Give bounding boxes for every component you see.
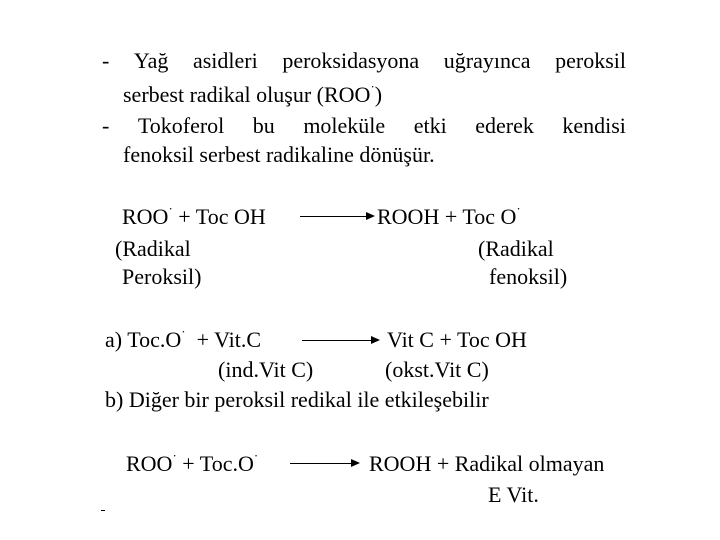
reaction1-label-left-1: (Radikal: [115, 236, 191, 261]
reaction1-arrow: [300, 216, 373, 217]
reaction1-label-right-1: (Radikal: [478, 236, 554, 261]
reaction3-arrow: [290, 463, 358, 464]
stray-dash-mark: [101, 510, 105, 511]
intro-word: peroksidasyona: [282, 48, 420, 73]
intro-line-2-close: ): [374, 82, 383, 107]
reaction1-reactant-a: ROO: [122, 204, 169, 229]
reaction3-product-line-1: ROOH + Radikal olmayan: [369, 451, 605, 476]
reaction3-reactants: [126, 448, 259, 477]
intro-word: bu: [252, 113, 275, 138]
radical-dot: ·: [370, 79, 375, 94]
intro-word: ederek: [475, 113, 534, 138]
intro-word: kendisi: [562, 113, 626, 138]
intro-word: asidleri: [192, 48, 258, 73]
intro-word: uğrayınca: [443, 48, 531, 73]
intro-word: Tokoferol: [137, 113, 225, 138]
intro-line-4: fenoksil serbest radikaline dönüşür.: [123, 142, 435, 167]
reaction3-statement: b) Diğer bir peroksil redikal ile etkileşebilir: [105, 387, 489, 412]
radical-dot: ·: [181, 324, 186, 339]
radical-dot: ·: [168, 201, 173, 216]
reaction3-reactant-b: + Toc.O: [182, 451, 254, 476]
reaction2-product: Vit C + Toc OH: [387, 327, 527, 352]
intro-line-3: [102, 113, 626, 139]
radical-dot: ·: [516, 201, 521, 216]
reaction2-prefix: a) Toc.O: [105, 327, 182, 352]
reaction1-products: [377, 201, 521, 230]
intro-dash-2: -: [102, 113, 110, 138]
radical-dot: ·: [172, 448, 177, 463]
reaction1-label-left-2: Peroksil): [122, 264, 202, 289]
reaction2-label-right: (okst.Vit C): [385, 357, 489, 382]
intro-word: moleküle: [303, 113, 386, 138]
intro-line-2-text: serbest radikal oluşur (ROO: [123, 82, 371, 107]
intro-word: peroksil: [555, 48, 626, 73]
reaction3-reactant-a: ROO: [126, 451, 173, 476]
reaction1-label-right-2: fenoksil): [489, 264, 568, 289]
intro-line-2: [123, 79, 383, 108]
reaction3-product-line-2: E Vit.: [488, 482, 539, 507]
reaction1-product-text: ROOH + Toc O: [377, 204, 517, 229]
reaction2-reactants: [105, 324, 262, 353]
reaction1-reactant-b: + Toc OH: [178, 204, 266, 229]
intro-line-1: [102, 48, 626, 74]
intro-word: etki: [413, 113, 447, 138]
reaction2-label-left: (ind.Vit C): [218, 357, 314, 382]
radical-dot: ·: [253, 448, 259, 463]
reaction2-arrow: [302, 340, 378, 341]
intro-dash-1: -: [102, 48, 110, 73]
intro-word: Yağ: [133, 48, 169, 73]
reaction2-vitc: + Vit.C: [196, 327, 262, 352]
reaction1-reactants: [122, 201, 266, 230]
